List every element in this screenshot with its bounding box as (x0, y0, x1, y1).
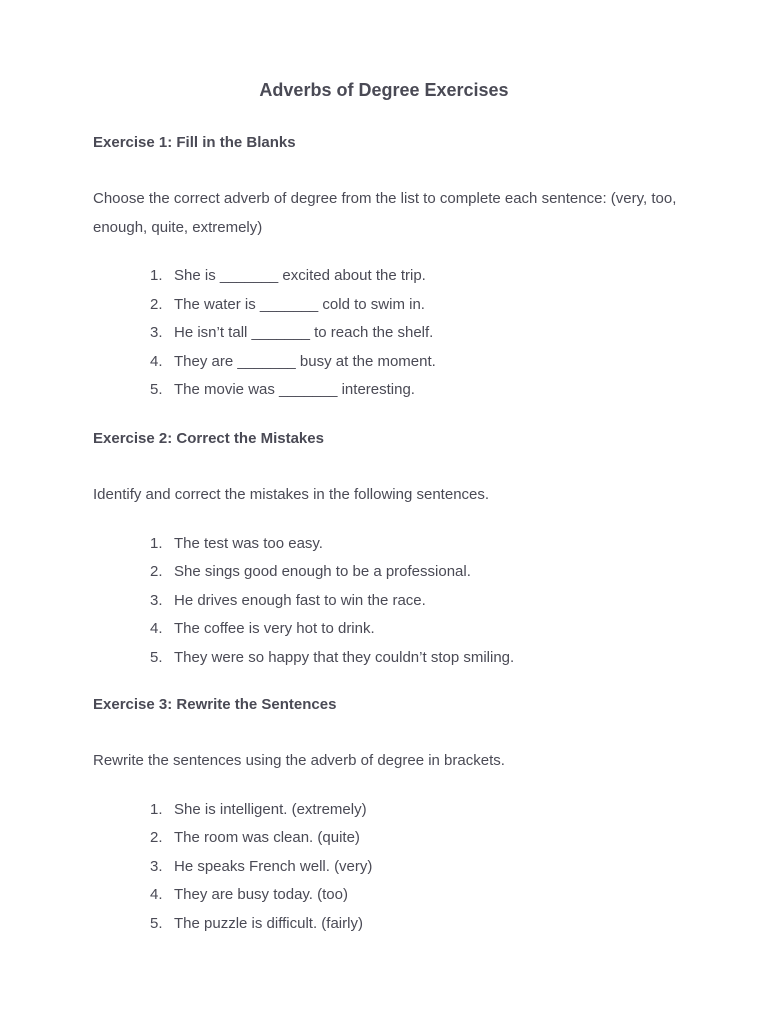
exercise-3-section (93, 695, 683, 938)
list-item (93, 644, 683, 673)
list-item (93, 796, 683, 825)
exercise-instruction: Rewrite the sentences using the adverb of degree in brackets. (93, 752, 505, 769)
item-text: She sings good enough to be a professional. (174, 563, 471, 581)
list-item (93, 262, 683, 291)
exercise-instruction: Identify and correct the mistakes in the following sentences. (93, 486, 490, 503)
exercise-1-section (93, 133, 683, 405)
item-text: He drives enough fast to win the race. (174, 591, 426, 609)
exercise-list (93, 262, 683, 405)
list-item (93, 881, 683, 910)
item-number: 3. (150, 857, 163, 875)
exercise-2-section (93, 429, 683, 672)
exercise-heading: Exercise 1: Fill in the Blanks (93, 134, 296, 151)
exercise-heading: Exercise 2: Correct the Mistakes (93, 430, 324, 447)
list-item (93, 530, 683, 559)
exercise-list (93, 530, 683, 673)
list-item (93, 376, 683, 405)
exercise-instruction: Choose the correct adverb of degree from the list to complete each sentence: (very, too, enough, quite, extremely) (93, 190, 677, 236)
list-item (93, 319, 683, 348)
list-item (93, 824, 683, 853)
item-text: The puzzle is difficult. (fairly) (174, 914, 363, 932)
item-number: 2. (150, 829, 163, 847)
item-number: 3. (150, 324, 163, 342)
item-number: 5. (150, 648, 163, 666)
exercise-list (93, 796, 683, 939)
item-text: The coffee is very hot to drink. (174, 620, 375, 638)
item-text: He isn’t tall _______ to reach the shelf. (174, 324, 434, 342)
item-number: 4. (150, 620, 163, 638)
list-item (93, 615, 683, 644)
item-text: The test was too easy. (174, 534, 323, 552)
item-number: 4. (150, 352, 163, 370)
item-number: 1. (150, 267, 163, 284)
list-item (93, 910, 683, 939)
item-text: She is intelligent. (extremely) (174, 800, 367, 818)
exercise-heading: Exercise 3: Rewrite the Sentences (93, 696, 337, 713)
item-number: 3. (150, 591, 163, 609)
item-number: 5. (150, 381, 163, 399)
item-text: She is _______ excited about the trip. (174, 267, 426, 284)
list-item (93, 853, 683, 882)
item-text: The room was clean. (quite) (174, 829, 360, 847)
page-title: Adverbs of Degree Exercises (259, 80, 509, 100)
item-number: 2. (150, 563, 163, 581)
list-item (93, 587, 683, 616)
list-item (93, 558, 683, 587)
item-text: The movie was _______ interesting. (174, 381, 415, 399)
list-item (93, 348, 683, 377)
item-number: 4. (150, 886, 163, 904)
item-text: They are _______ busy at the moment. (174, 352, 436, 370)
item-number: 1. (150, 800, 163, 818)
item-number: 1. (150, 534, 163, 552)
item-text: They were so happy that they couldn’t stop smiling. (174, 648, 515, 666)
item-text: The water is _______ cold to swim in. (174, 295, 425, 313)
item-text: They are busy today. (too) (174, 886, 348, 904)
list-item (93, 291, 683, 320)
item-number: 5. (150, 914, 163, 932)
item-text: He speaks French well. (very) (174, 857, 373, 875)
item-number: 2. (150, 295, 163, 313)
